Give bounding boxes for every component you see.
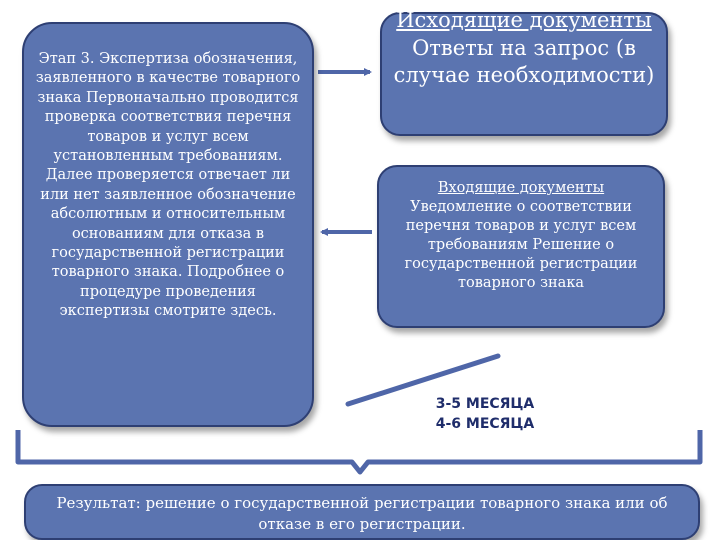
incoming-documents-box [377,165,665,328]
incoming-body: Уведомление о соответствии перечня товаров и услуг всем требованиям Решение о государственной регистрации товарного знака [404,199,638,291]
stage-3-panel [22,22,314,427]
result-box [24,484,700,540]
outgoing-title: Исходящие документы [396,8,652,32]
bracket [18,430,700,472]
result-text: Результат: решение о государственной регистрации товарного знака или об отказе в его регистрации. [56,494,668,533]
incoming-title: Входящие документы [437,180,605,196]
duration-first: 3-5 МЕСЯЦА [435,396,535,412]
stage-3-text: Этап 3. Экспертиза обозначения, заявленного в качестве товарного знака Первоначально проводится проверка соответствия перечня товаров и услуг всем установленным требованиям. Далее проверяется отвечает ли или нет заявленное обозначение абсолютным и относительным основаниям для отказа в государственной регистрации товарного знака. Подробнее о процедуре проведения экспертизы смотрите здесь. [35,51,301,320]
outgoing-documents-box [380,8,668,136]
duration-second: 4-6 МЕСЯЦА [435,416,535,432]
outgoing-body: Ответы на запрос (в случае необходимости) [393,36,655,87]
